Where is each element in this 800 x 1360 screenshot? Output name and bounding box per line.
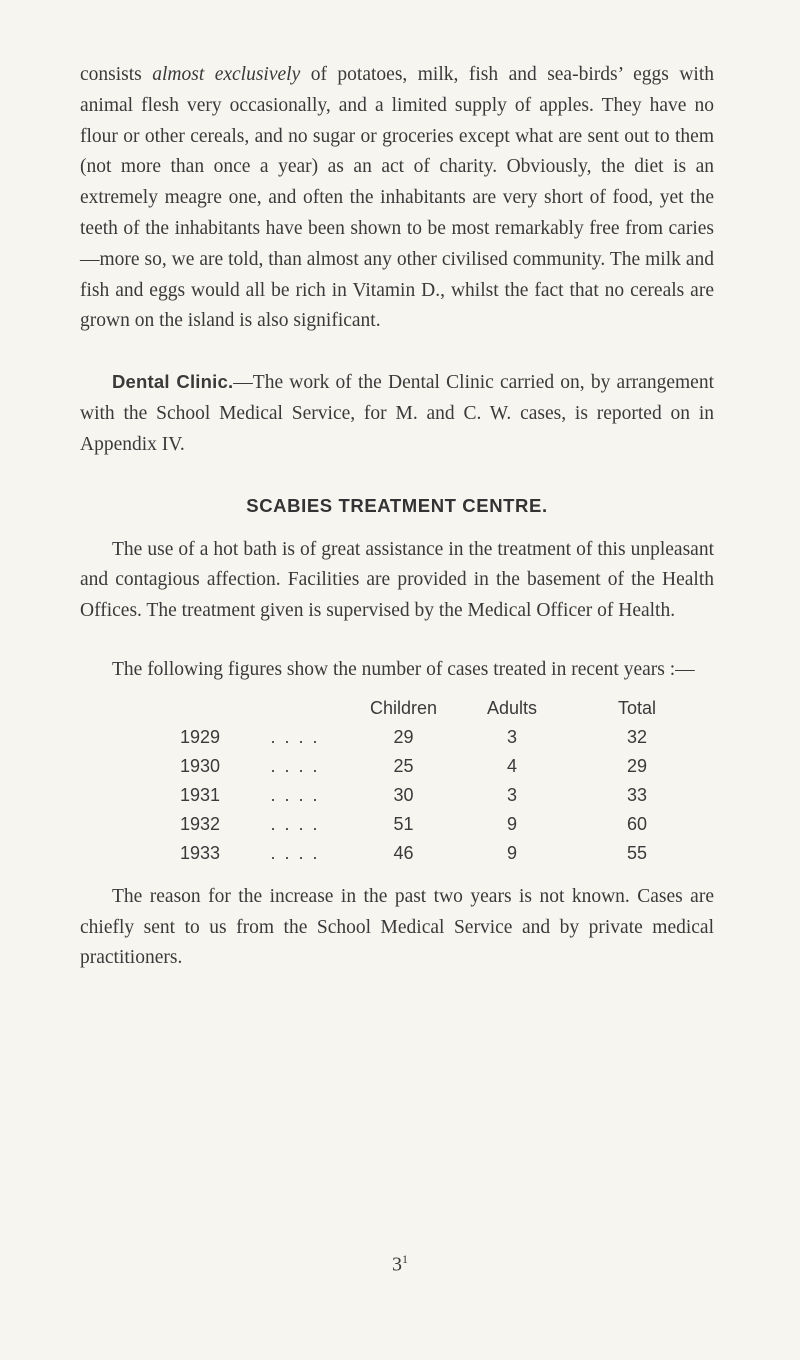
children-cell: 25 bbox=[393, 755, 414, 776]
adults-cell: 9 bbox=[507, 813, 518, 834]
total-cell: 60 bbox=[627, 813, 648, 834]
table-header-row bbox=[80, 694, 687, 723]
closing-paragraph: The reason for the increase in the past two years is not known. Cases are chiefly sent to us from the School Medical Service and by private medical practitioners. bbox=[80, 885, 714, 969]
header-total: Total bbox=[618, 697, 657, 718]
children-cell: 51 bbox=[393, 813, 414, 834]
total-cell: 33 bbox=[627, 784, 648, 805]
adults-cell: 9 bbox=[507, 842, 518, 863]
figures-intro-paragraph: The following figures show the number of cases treated in recent years :— bbox=[112, 658, 695, 680]
children-cell: 29 bbox=[393, 726, 414, 747]
total-cell: 32 bbox=[627, 726, 648, 747]
children-cell: 30 bbox=[393, 784, 414, 805]
total-cell: 29 bbox=[627, 755, 648, 776]
leader-dots: . . . . bbox=[270, 726, 320, 747]
scabies-paragraph: The use of a hot bath is of great assistance in the treatment of this unpleasant and contagious affection. Facilities are provided in the basement of the Health Offices. The treatment given is supervised by the Medical Officer of Health. bbox=[80, 538, 714, 622]
total-cell: 55 bbox=[627, 842, 648, 863]
intro-paragraph: consists almost exclusively of potatoes, milk, fish and sea-birds’ eggs with animal flesh very occasionally, and a limited supply of apples. They have no flour or other cereals, and no sugar or groceries except what are sent out to them (not more than once a year) as an act of charity. Obviously, the diet is an extremely meagre one, and often the inhabitants are very short of food, yet the teeth of the inhabitants have been shown to be most remarkably free from caries—more so, we are told, than almost any other civilised community. The milk and fish and eggs would all be rich in Vitamin D., whilst the fact that no cereals are grown on the island is also significant. bbox=[80, 64, 714, 332]
adults-cell: 4 bbox=[507, 755, 518, 776]
year-cell: 1931 bbox=[179, 784, 220, 805]
year-cell: 1933 bbox=[179, 842, 220, 863]
leader-dots: . . . . bbox=[270, 755, 320, 776]
dental-clinic-heading: Dental Clinic. bbox=[112, 371, 234, 393]
year-cell: 1929 bbox=[179, 726, 220, 747]
leader-dots: . . . . bbox=[270, 813, 320, 834]
table-row bbox=[80, 810, 687, 839]
year-cell: 1930 bbox=[179, 755, 220, 776]
table-row bbox=[80, 752, 687, 781]
children-cell: 46 bbox=[393, 842, 414, 863]
scabies-section-title: SCABIES TREATMENT CENTRE. bbox=[246, 494, 548, 516]
page-body bbox=[80, 60, 714, 974]
page-number: $3^1$ bbox=[392, 1252, 408, 1276]
header-adults: Adults bbox=[487, 697, 538, 718]
scabies-cases-table bbox=[80, 694, 687, 868]
table-row bbox=[80, 839, 687, 868]
adults-cell: 3 bbox=[507, 784, 518, 805]
header-children: Children bbox=[370, 697, 438, 718]
table-row bbox=[80, 723, 687, 752]
emphasis-almost-exclusively: almost exclusively bbox=[152, 64, 301, 85]
dental-clinic-paragraph: Dental Clinic.—The work of the Dental Clinic carried on, by arrangement with the School Medical Service, for M. and C. W. cases, is reported on in Appendix IV. bbox=[80, 371, 714, 455]
leader-dots: . . . . bbox=[270, 842, 320, 863]
adults-cell: 3 bbox=[507, 726, 518, 747]
year-cell: 1932 bbox=[179, 813, 220, 834]
leader-dots: . . . . bbox=[270, 784, 320, 805]
table-row bbox=[80, 781, 687, 810]
